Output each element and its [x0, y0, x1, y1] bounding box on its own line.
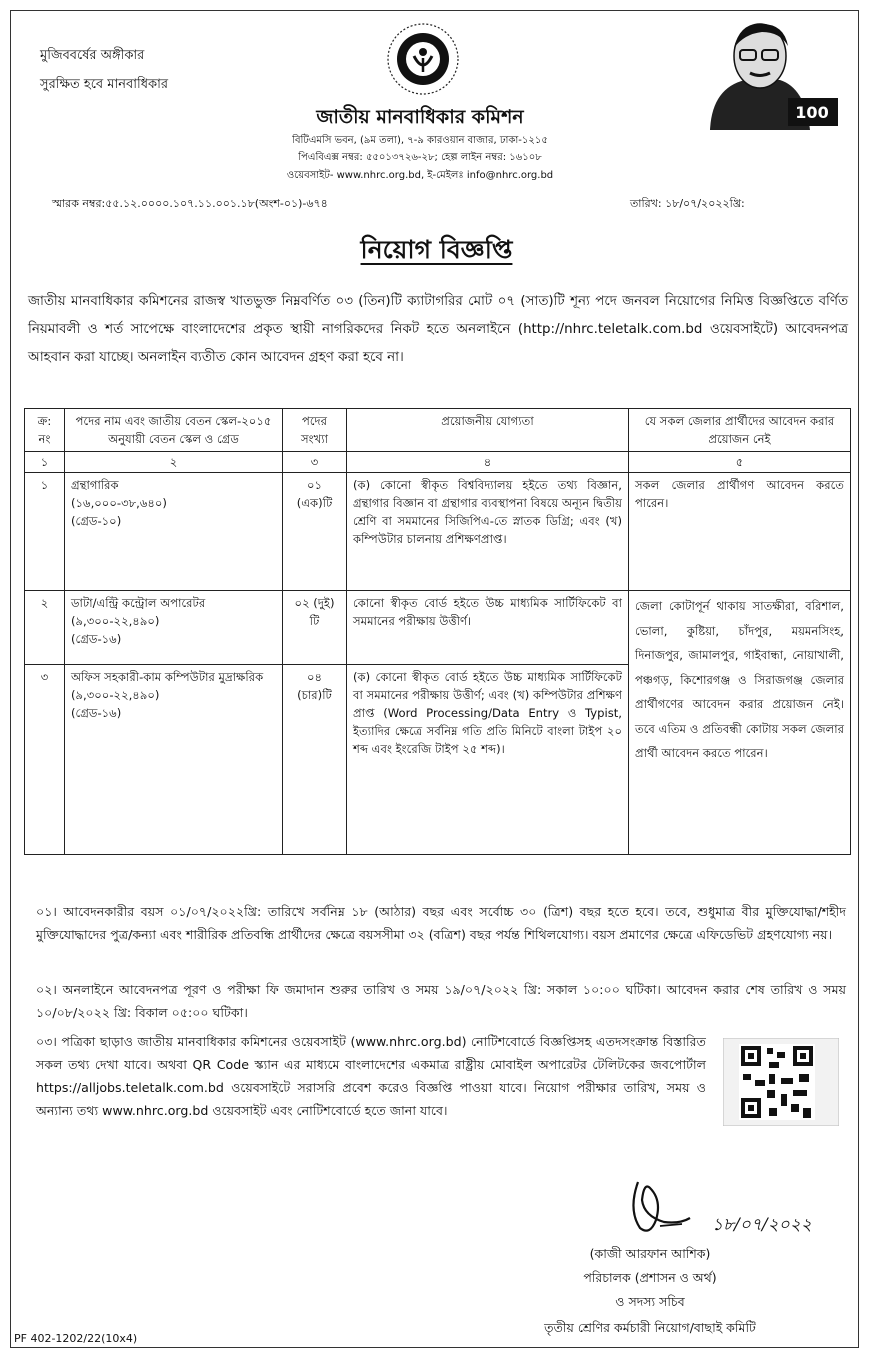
- pay-grade: (গ্রেড-১৬): [71, 632, 122, 646]
- pay-scale: (৯,৩০০-২২,৪৯০): [71, 688, 160, 702]
- pay-grade: (গ্রেড-১০): [71, 514, 122, 528]
- mujib-100-portrait-icon: [700, 18, 850, 130]
- address-line-3: ওয়েবসাইট- www.nhrc.org.bd, ই-মেইলঃ info@nhrc.org.bd: [286, 170, 554, 181]
- address-line-1: বিটিএমসি ভবন, (৯ম তলা), ৭-৯ কারওয়ান বাজার, ঢাকা-১২১৫: [292, 135, 548, 146]
- row-post: [65, 473, 283, 591]
- header-districts: যে সকল জেলার প্রার্থীদের আবেদন করার প্রয়োজন নেই: [629, 409, 851, 452]
- slogan-line-1: মুজিববর্ষের অঙ্গীকার: [40, 48, 145, 63]
- note-1: ০১। আবেদনকারীর বয়স ০১/০৭/২০২২খ্রি: তারিখে সর্বনিম্ন ১৮ (আঠার) বছর এবং সর্বোচ্চ ৩০ (ত্রিশ) বছর হতে হবে। তবে, শুধুমাত্র বীর মুক্তিযোদ্ধা/শহীদ মুক্তিযোদ্ধাদের পুত্র/কন্যা এবং শারীরিক প্রতিবন্ধি প্রার্থীদের ক্ষেত্রে বয়সসীমা ৩২ (বত্রিশ) বছর পর্যন্ত শিথিলযোগ্য। বয়স প্রমাণের ক্ষেত্রে এফিডেভিট গ্রহণযোগ্য নয়।: [36, 904, 846, 942]
- signature-date: ১৮/০৭/২০২২: [712, 1215, 812, 1235]
- pay-scale: (৯,৩০০-২২,৪৯০): [71, 614, 160, 628]
- pay-scale: (১৬,০০০-৩৮,৬৪০): [71, 496, 167, 510]
- header-count: পদের সংখ্যা: [283, 409, 347, 452]
- column-number-row: [25, 452, 851, 473]
- organization-name: জাতীয় মানবাধিকার কমিশন: [316, 106, 524, 128]
- row-serial: ১: [25, 473, 65, 591]
- posts-table: [24, 408, 851, 855]
- memo-number: স্মারক নম্বর:৫৫.১২.০০০০.১০৭.১১.০০১.১৮(অংশ-০১)-৬৭৪: [52, 197, 328, 210]
- row-post: [65, 665, 283, 855]
- column-number: ৫: [629, 452, 851, 473]
- signatory-designation: পরিচালক (প্রশাসন ও অর্থ): [583, 1270, 717, 1285]
- table-row: [25, 473, 851, 591]
- row-districts: জেলা কোটাপূর্ন থাকায় সাতক্ষীরা, বরিশাল, ভোলা, কুষ্টিয়া, চাঁদপুর, ময়মনসিংহ, দিনাজপুর, জামালপুর, গাইবান্ধা, নোয়াখালী, পঞ্চগড়, কিশোরগঞ্জ ও সিরাজগঞ্জ জেলার প্রার্থীগণের আবেদন করার প্রয়োজন নেই। তবে এতিম ও প্রতিবন্ধী কোটায় সকল জেলার প্রার্থী আবেদন করতে পারেন।: [629, 591, 851, 855]
- issue-date: তারিখ: ১৮/০৭/২০২২খ্রি:: [630, 197, 745, 210]
- row-serial: ৩: [25, 665, 65, 855]
- intro-paragraph: জাতীয় মানবাধিকার কমিশনের রাজস্ব খাতভুক্ত নিম্নবর্ণিত ০৩ (তিন)টি ক্যাটাগরির মোট ০৭ (সাত)টি শূন্য পদে জনবল নিয়োগের নিমিত্ত বিজ্ঞপ্তিতে বর্ণিত নিয়মাবলী ও শর্ত সাপেক্ষে বাংলাদেশের প্রকৃত স্থায়ী নাগরিকদের নিকট হতে অনলাইনে (http://nhrc.teletalk.com.bd ওয়েবসাইটে) আবেদনপত্র আহবান করা যাচ্ছে। অনলাইন ব্যতীত কোন আবেদন গ্রহণ করা হবে না।: [28, 294, 848, 365]
- note-2: ০২। অনলাইনে আবেদনপত্র পূরণ ও পরীক্ষা ফি জমাদান শুরুর তারিখ ও সময় ১৯/০৭/২০২২ খ্রি: সকাল ১০:০০ ঘটিকা। আবেদন করার শেষ তারিখ ও সময় ১০/০৮/২০২২ খ্রি: বিকাল ০৫:০০ ঘটিকা।: [36, 982, 846, 1020]
- footer-code: PF 402-1202/22(10x4): [14, 1332, 138, 1345]
- post-name: গ্রন্থাগারিক: [71, 478, 119, 492]
- row-count: ০১ (এক)টি: [283, 473, 347, 591]
- signatory-role: ও সদস্য সচিব: [615, 1294, 685, 1309]
- row-post: [65, 591, 283, 665]
- svg-text:100: 100: [795, 103, 829, 122]
- qr-code-icon: [723, 1038, 839, 1126]
- row-qualification: (ক) কোনো স্বীকৃত বিশ্ববিদ্যালয় হইতে তথ্য বিজ্ঞান, গ্রন্থাগার বিজ্ঞান বা গ্রন্থাগার ব্যবস্থাপনা বিষয়ে অন্যূন দ্বিতীয় শ্রেণি বা সমমানের সিজিপিএ-তে স্নাতক ডিগ্রি; এবং (খ) কম্পিউটার চালনায় প্রশিক্ষণপ্রাপ্ত।: [347, 473, 629, 591]
- signatory-name: (কাজী আরফান আশিক): [589, 1246, 711, 1261]
- committee-name: তৃতীয় শ্রেণির কর্মচারী নিয়োগ/বাছাই কমিটি: [544, 1320, 756, 1335]
- nhrc-emblem-icon: [386, 22, 460, 96]
- table-row: [25, 591, 851, 665]
- slogan-line-2: সুরক্ষিত হবে মানবাধিকার: [40, 77, 169, 92]
- column-number: ১: [25, 452, 65, 473]
- header-qualification: প্রয়োজনীয় যোগ্যতা: [347, 409, 629, 452]
- header-serial: ক্র: নং: [25, 409, 65, 452]
- handwritten-signature: [620, 1170, 830, 1240]
- column-number: ৪: [347, 452, 629, 473]
- row-count: ০২ (দুই) টি: [283, 591, 347, 665]
- address-line-2: পিএবিএক্স নম্বর: ৫৫০১৩৭২৬-২৮; হেল্প লাইন নম্বর: ১৬১০৮: [298, 152, 542, 163]
- row-districts: সকল জেলার প্রার্থীগণ আবেদন করতে পারেন।: [629, 473, 851, 591]
- post-name: অফিস সহকারী-কাম কম্পিউটার মুদ্রাক্ষরিক: [71, 670, 264, 684]
- pay-grade: (গ্রেড-১৬): [71, 706, 122, 720]
- column-number: ২: [65, 452, 283, 473]
- row-count: ০৪ (চার)টি: [283, 665, 347, 855]
- header-post: পদের নাম এবং জাতীয় বেতন স্কেল-২০১৫ অনুযায়ী বেতন স্কেল ও গ্রেড: [65, 409, 283, 452]
- notice-title: নিয়োগ বিজ্ঞপ্তি: [360, 235, 513, 264]
- row-qualification: কোনো স্বীকৃত বোর্ড হইতে উচ্চ মাধ্যমিক সার্টিফিকেট বা সমমানের পরীক্ষায় উত্তীর্ণ।: [347, 591, 629, 665]
- note-3: ০৩। পত্রিকা ছাড়াও জাতীয় মানবাধিকার কমিশনের ওয়েবসাইট (www.nhrc.org.bd) নোটিশবোর্ডে বিজ্ঞপ্তিসহ এতদসংক্রান্ত বিস্তারিত সকল তথ্য দেখা যাবে। অথবা QR Code স্ক্যান এর মাধ্যমে বাংলাদেশের একমাত্র রাষ্ট্রীয় মোবাইল অপারেটর টেলিটকের জবপোর্টাল https://alljobs.teletalk.com.bd ওয়েবসাইটে সরাসরি প্রবেশ করেও বিজ্ঞপ্তি পাওয়া যাবে। নিয়োগ পরীক্ষার তারিখ, সময় ও অন্যান্য তথ্য www.nhrc.org.bd ওয়েবসাইট এবং নোটিশবোর্ডে হতে জানা যাবে।: [36, 1034, 706, 1118]
- column-number: ৩: [283, 452, 347, 473]
- post-name: ডাটা/এন্ট্রি কন্ট্রোল অপারেটর: [71, 596, 206, 610]
- row-qualification: (ক) কোনো স্বীকৃত বোর্ড হইতে উচ্চ মাধ্যমিক সার্টিফিকেট বা সমমানের পরীক্ষায় উত্তীর্ণ; এবং (খ) কম্পিউটার প্রশিক্ষণ প্রাপ্ত (Word Processing/Data Entry ও Typist, ইত্যাদির ক্ষেত্রে সর্বনিম্ন গতি প্রতি মিনিটে বাংলা টাইপ ২০ শব্দ এবং ইংরেজি টাইপ ২৫ শব্দ)।: [347, 665, 629, 855]
- row-serial: ২: [25, 591, 65, 665]
